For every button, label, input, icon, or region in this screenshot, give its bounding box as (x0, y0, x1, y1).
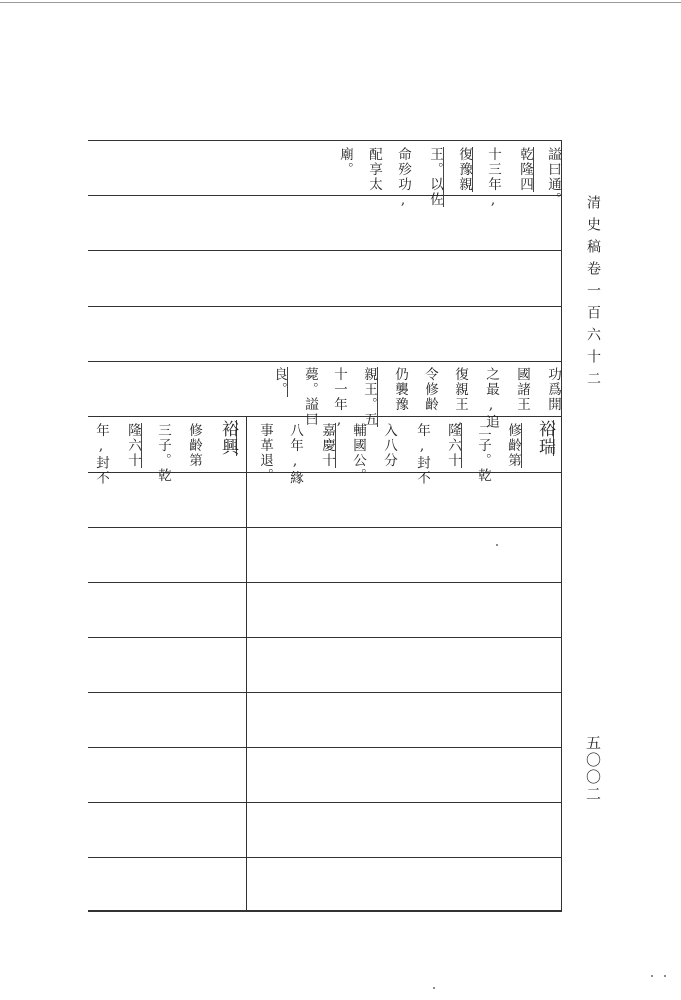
text-column: 修齡第 (505, 423, 521, 468)
running-title: 清史稿卷一百六十二 (585, 195, 601, 393)
text-column: 修齡第 (186, 423, 202, 468)
text-column: 入八分 (381, 423, 397, 468)
row-rule-9 (88, 582, 562, 583)
entry-name: 裕興 (218, 420, 238, 456)
row-rule-13 (88, 802, 562, 803)
text-column: 復親王, (452, 367, 468, 430)
row-rule-4 (88, 306, 562, 307)
text-column: 嘉慶十 (319, 423, 335, 468)
text-column: 乾隆四 (517, 147, 533, 192)
text-column: 謚曰通。 (545, 147, 561, 207)
text-column: 十三年, (485, 147, 501, 210)
text-column: 令修齡 (422, 367, 438, 412)
text-column: 配享太 (366, 147, 382, 192)
text-column: 隆六十 (445, 423, 461, 468)
text-column: 輔國公。 (350, 423, 366, 483)
text-column: 年,封不 (93, 423, 109, 486)
text-column: 隆六十 (125, 423, 141, 468)
text-column: 二子。乾 (475, 423, 491, 483)
page-number: 五〇〇二 (584, 735, 602, 803)
row-rule-5 (88, 361, 562, 362)
text-column: 年,封不 (414, 423, 430, 486)
text-column: 八年,緣 (287, 423, 303, 486)
text-column: 之最,追 (483, 367, 499, 430)
entry-name: 裕瑞 (535, 420, 555, 456)
table-bottom-rule (88, 910, 562, 912)
row-rule-14 (88, 857, 562, 858)
scan-speck (664, 975, 666, 977)
text-column: 良。 (271, 367, 287, 397)
text-column: 薨。謚曰 (302, 367, 318, 427)
scan-speck (496, 544, 498, 546)
row-rule-8 (88, 527, 562, 528)
text-column: 仍襲豫 (392, 367, 408, 412)
text-column: 十一年, (331, 367, 347, 430)
text-column: 親王。五 (361, 367, 377, 427)
text-column: 王。以佐 (427, 147, 443, 207)
scan-top-edge (0, 2, 681, 3)
scan-speck (433, 987, 435, 989)
text-column: 復豫親 (456, 147, 472, 192)
text-column: 國諸王 (514, 367, 530, 412)
row-rule-3 (88, 250, 562, 251)
text-column: 事革退。 (257, 423, 273, 483)
row-rule-11 (88, 692, 562, 693)
text-column: 命殄功, (395, 147, 411, 210)
scan-speck (651, 975, 653, 977)
text-column: 功爲開 (545, 367, 561, 412)
text-column: 廟。 (337, 147, 353, 177)
lower-column-divider (246, 416, 247, 910)
table-right-border (561, 140, 562, 912)
row-rule-12 (88, 747, 562, 748)
text-column: 三子。乾 (155, 423, 171, 483)
row-rule-1 (88, 140, 562, 141)
row-rule-10 (88, 637, 562, 638)
